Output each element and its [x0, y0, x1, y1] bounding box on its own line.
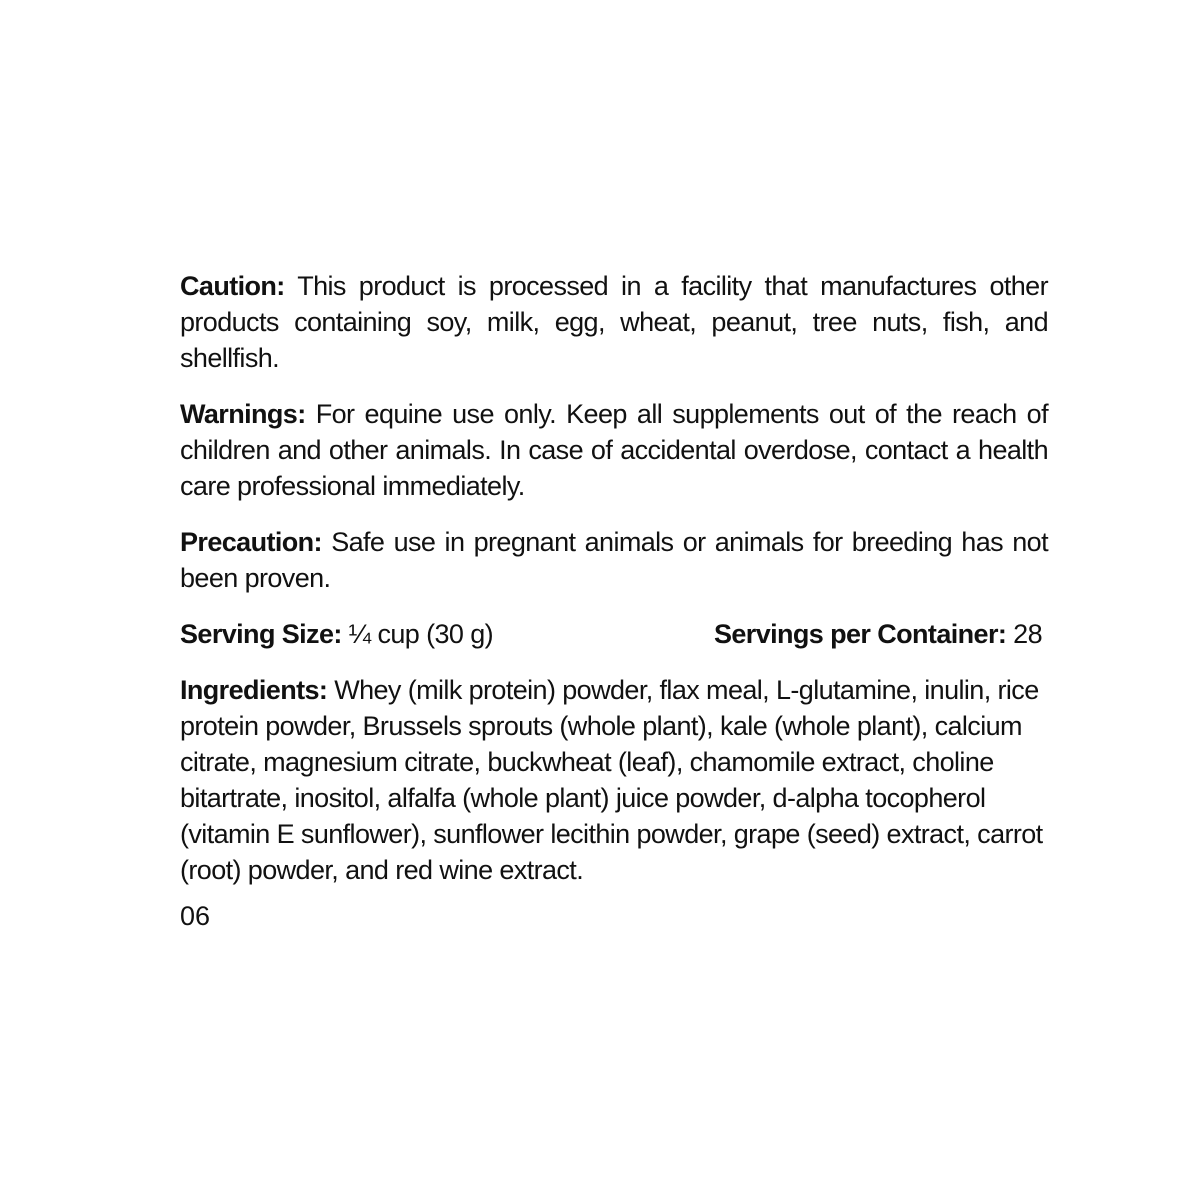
serving-size-label: Serving Size: — [180, 619, 342, 649]
servings-per-container-label: Servings per Container: — [713, 619, 1007, 649]
ingredients-paragraph — [180, 672, 1048, 888]
warnings-paragraph — [180, 396, 1048, 504]
product-label-text — [180, 268, 1048, 908]
ingredients-label: Ingredients: — [180, 675, 328, 705]
precaution-text: Safe use in pregnant animals or animals for breeding has not been proven. — [180, 527, 1049, 593]
precaution-label: Precaution: — [180, 527, 322, 557]
warnings-label: Warnings: — [180, 399, 306, 429]
caution-paragraph — [180, 268, 1048, 376]
ingredients-text: Whey (milk protein) powder, flax meal, L-glutamine, inulin, rice protein powder, Brussels sprouts (whole plant), kale (whole plant), calcium citrate, magnesium citrate, buckwheat (leaf), chamomile extract, choline bitartrate, inositol, alfalfa (whole plant) juice powder, d-alpha tocopherol (vitamin E sunflower), sunflower lecithin powder, grape (seed) extract, carrot (root) powder, and red wine extract. — [180, 675, 1043, 885]
page-number: 06 — [180, 901, 211, 931]
caution-label: Caution: — [180, 271, 285, 301]
warnings-text: For equine use only. Keep all supplements out of the reach of children and other animals. In case of accidental overdose, contact a health care professional immediately. — [180, 399, 1048, 501]
precaution-paragraph — [180, 524, 1048, 596]
servings-per-container — [714, 616, 1042, 652]
servings-per-container-value: 28 — [1013, 619, 1042, 649]
serving-row — [180, 616, 1048, 652]
serving-size — [180, 616, 493, 652]
serving-size-value: ¼ cup (30 g) — [348, 619, 494, 649]
caution-text: This product is processed in a facility that manufactures other products containing soy, milk, egg, wheat, peanut, tree nuts, fish, and shellfish. — [180, 271, 1048, 373]
